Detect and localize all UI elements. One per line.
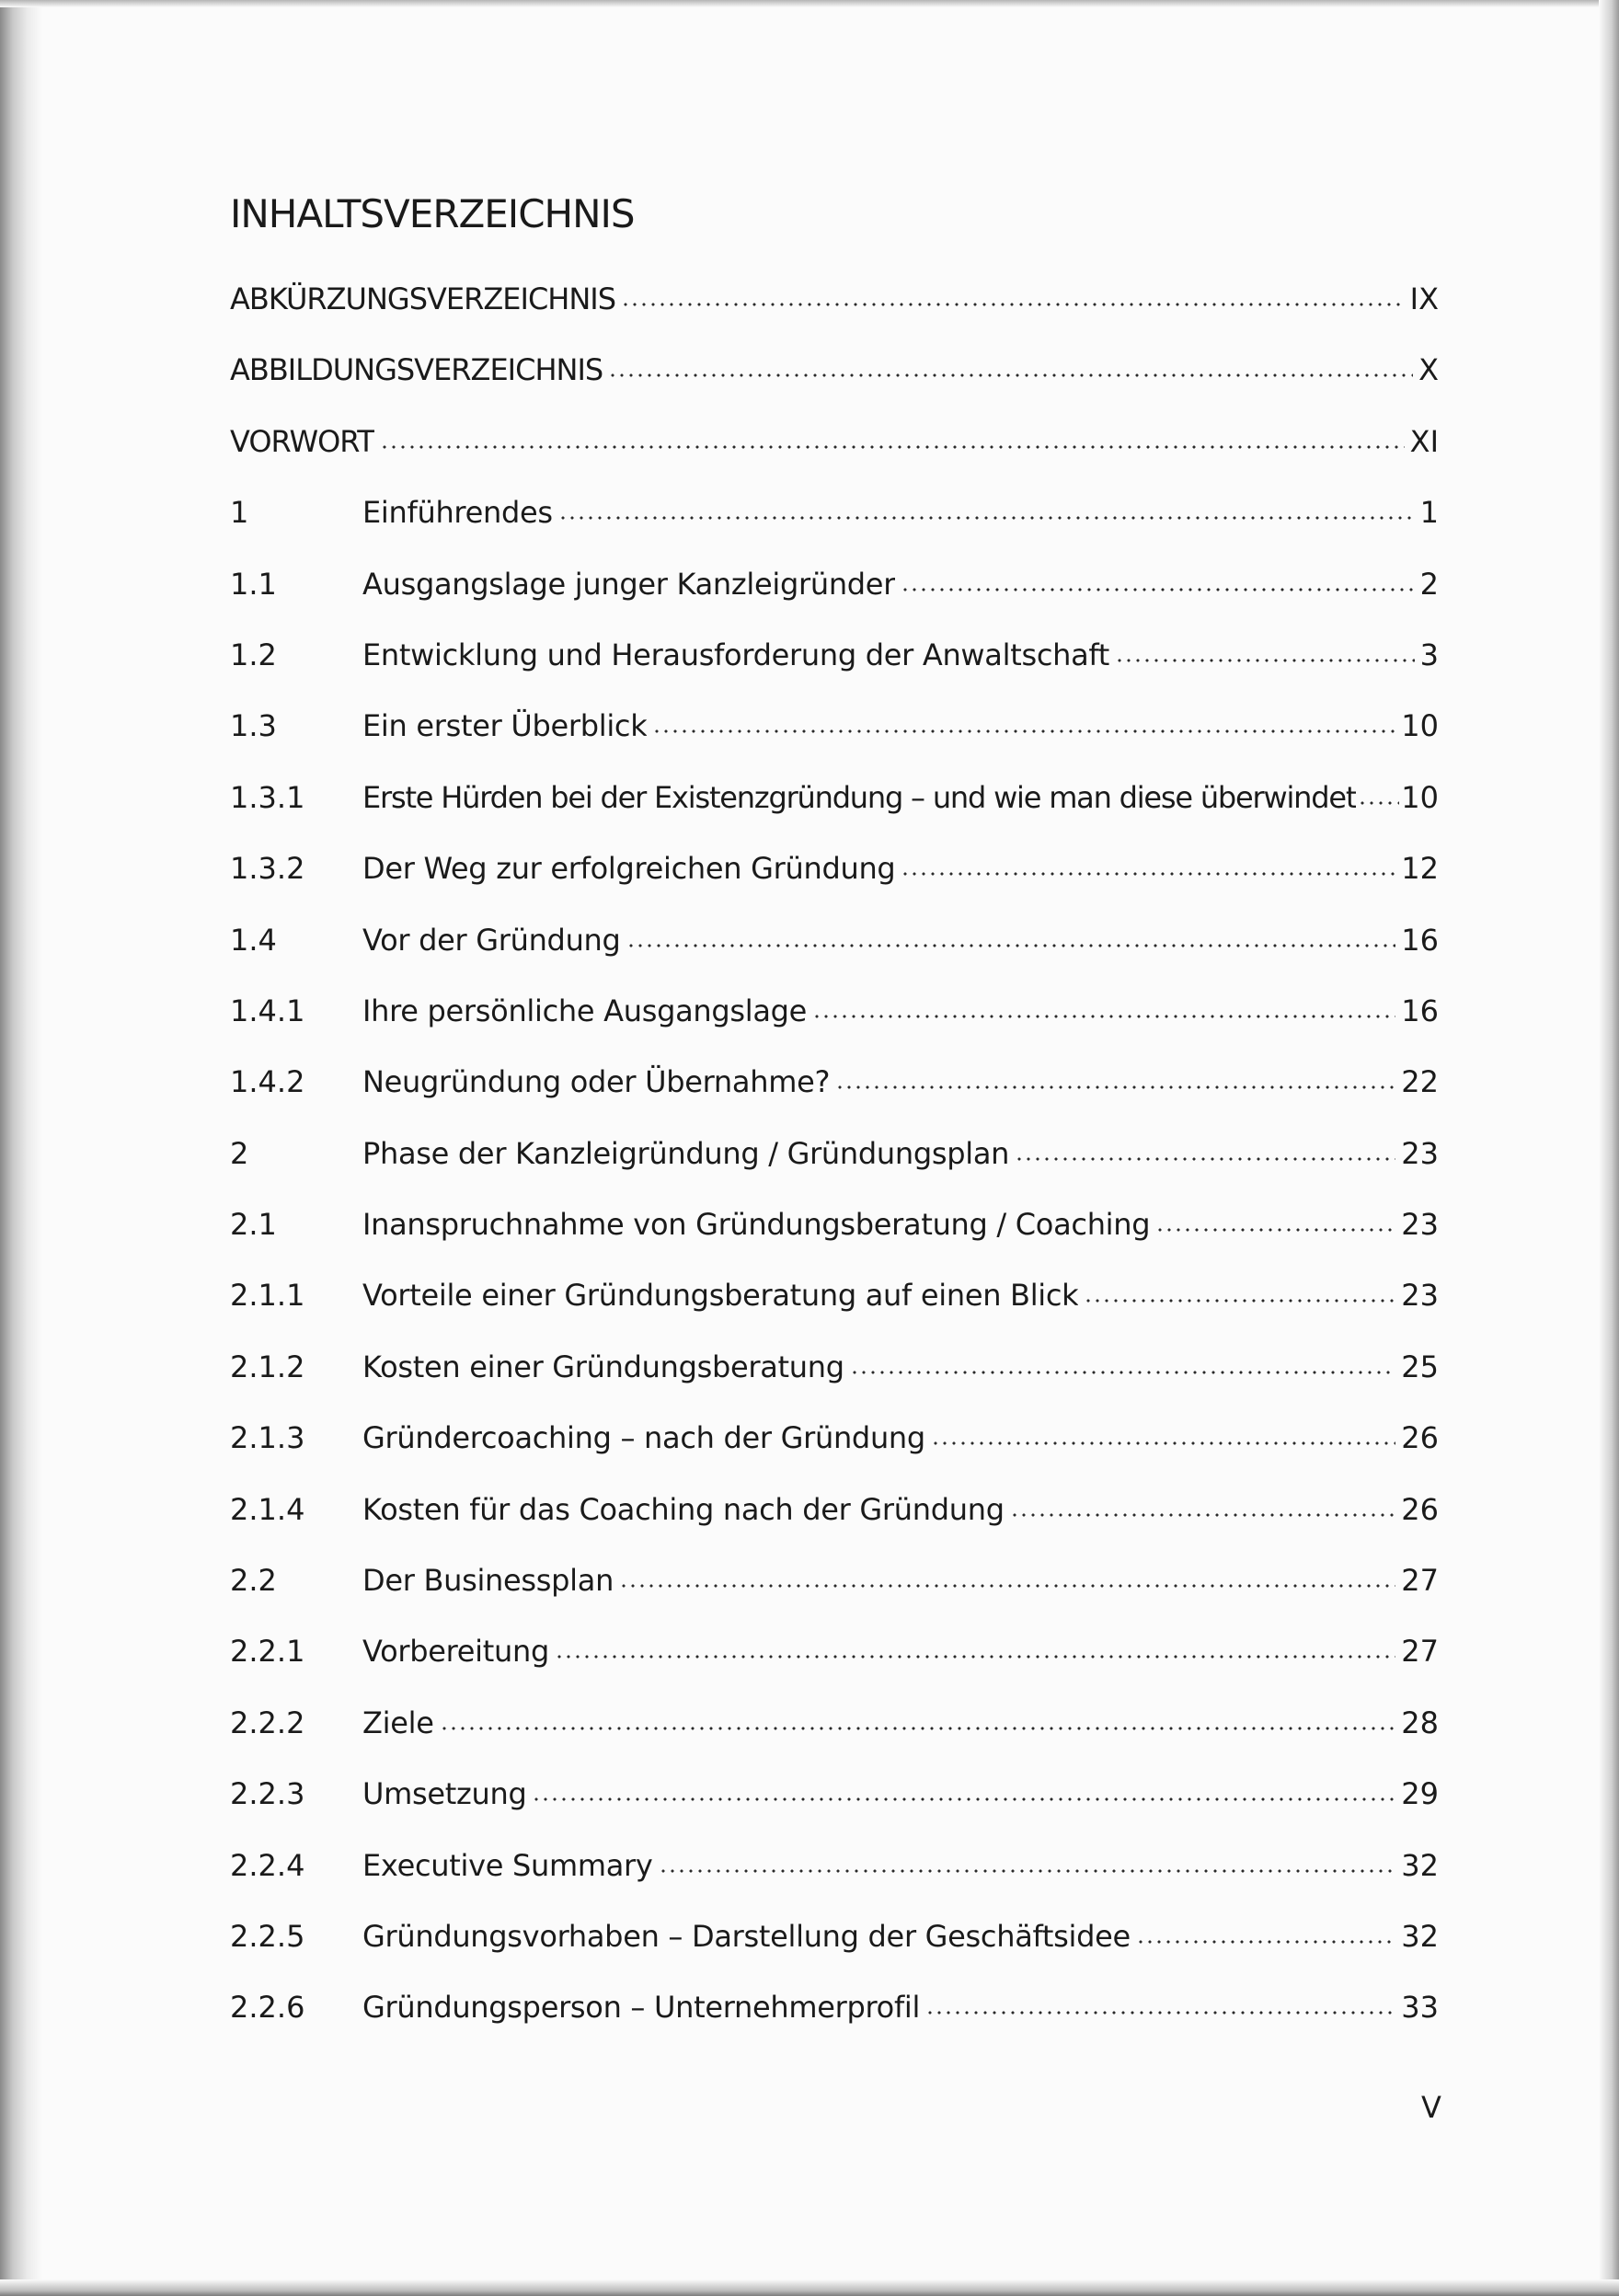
toc-number: 1	[230, 495, 249, 531]
toc-number: 1.3.1	[230, 779, 305, 815]
toc-title: Kosten einer Gründungsberatung	[362, 1349, 844, 1384]
spine-shadow	[0, 0, 42, 2296]
toc-page: 10	[1401, 779, 1439, 815]
toc-page: 29	[1401, 1776, 1439, 1812]
toc-page: 3	[1419, 637, 1439, 672]
toc-leader	[1115, 636, 1415, 665]
toc-leader	[1155, 1205, 1395, 1234]
table-of-contents	[230, 280, 1439, 2060]
toc-leader	[558, 493, 1415, 522]
toc-entry	[230, 1348, 1439, 1418]
page-number: V	[1421, 2090, 1441, 2125]
toc-entry	[230, 1134, 1439, 1205]
toc-page: 23	[1401, 1207, 1439, 1243]
toc-number: 2.1.1	[230, 1278, 305, 1314]
right-edge-shadow	[1599, 0, 1619, 2296]
toc-leader	[812, 992, 1395, 1021]
toc-leader	[835, 1062, 1395, 1092]
toc-leader	[1015, 1134, 1395, 1164]
toc-entry	[230, 1561, 1439, 1632]
toc-title: Der Weg zur erfolgreichen Gründung	[362, 851, 896, 887]
toc-title: VORWORT	[230, 423, 374, 459]
toc-leader	[659, 1846, 1396, 1876]
toc-entry	[230, 921, 1439, 992]
toc-entry	[230, 1205, 1439, 1276]
toc-title: Gründungsvorhaben – Darstellung der Geschäftsidee	[362, 1918, 1131, 1954]
toc-title: Entwicklung und Herausforderung der Anwaltschaft	[362, 637, 1110, 672]
toc-entry	[230, 706, 1439, 777]
toc-entry	[230, 1846, 1439, 1917]
toc-entry	[230, 849, 1439, 920]
toc-leader	[1084, 1276, 1395, 1305]
toc-title: Vorbereitung	[362, 1634, 549, 1670]
toc-title: Erste Hürden bei der Existenzgründung – und wie man diese überwindet	[362, 779, 1357, 815]
toc-title: Vor der Gründung	[362, 922, 621, 958]
toc-page: 16	[1401, 922, 1439, 958]
toc-number: 2.1.2	[230, 1349, 305, 1384]
toc-page: 16	[1401, 993, 1439, 1028]
toc-number: 2.2	[230, 1563, 277, 1599]
toc-page: 23	[1401, 1278, 1439, 1314]
toc-leader	[925, 1988, 1395, 2017]
toc-title: ABKÜRZUNGSVERZEICHNIS	[230, 281, 616, 316]
toc-entry	[230, 422, 1439, 493]
toc-leader	[652, 706, 1395, 736]
toc-number: 2	[230, 1135, 249, 1171]
toc-page: 2	[1419, 566, 1439, 602]
toc-leader	[901, 849, 1395, 878]
toc-leader	[1358, 778, 1399, 808]
toc-entry	[230, 350, 1439, 421]
toc-number: 1.1	[230, 566, 277, 602]
toc-title: Ihre persönliche Ausgangslage	[362, 993, 808, 1028]
toc-leader	[1010, 1490, 1396, 1520]
toc-title: Gründungsperson – Unternehmerprofil	[362, 1990, 921, 2026]
toc-page: 28	[1401, 1705, 1439, 1740]
toc-page: 26	[1401, 1491, 1439, 1527]
top-edge-shadow	[0, 0, 1619, 7]
toc-page: 10	[1401, 708, 1439, 744]
toc-entry	[230, 1704, 1439, 1774]
toc-page: 27	[1401, 1563, 1439, 1599]
toc-entry	[230, 636, 1439, 706]
toc-page: 33	[1401, 1990, 1439, 2026]
toc-number: 1.3	[230, 708, 277, 744]
toc-title: Ziele	[362, 1705, 434, 1740]
toc-number: 2.2.2	[230, 1705, 305, 1740]
toc-title: Inanspruchnahme von Gründungsberatung / Coaching	[362, 1207, 1151, 1243]
toc-number: 1.4.1	[230, 993, 305, 1028]
toc-title: ABBILDUNGSVERZEICHNIS	[230, 352, 603, 388]
toc-page: 22	[1401, 1064, 1439, 1100]
toc-entry	[230, 280, 1439, 350]
toc-title: Vorteile einer Gründungsberatung auf einen Blick	[362, 1278, 1079, 1314]
toc-leader	[850, 1348, 1396, 1377]
toc-entry	[230, 1418, 1439, 1489]
toc-leader	[380, 422, 1405, 452]
toc-title: Ausgangslage junger Kanzleigründer	[362, 566, 896, 602]
toc-page: 12	[1401, 851, 1439, 887]
toc-leader	[608, 350, 1413, 380]
toc-title: Umsetzung	[362, 1776, 527, 1812]
toc-entry	[230, 1774, 1439, 1845]
bottom-edge-shadow	[0, 2279, 1619, 2296]
toc-entry	[230, 1917, 1439, 1988]
toc-number: 2.2.1	[230, 1634, 305, 1670]
toc-page: 26	[1401, 1420, 1439, 1456]
toc-leader	[619, 1561, 1395, 1590]
toc-title: Kosten für das Coaching nach der Gründung	[362, 1491, 1005, 1527]
toc-page: 1	[1419, 495, 1439, 531]
toc-entry	[230, 1988, 1439, 2059]
toc-entry	[230, 1062, 1439, 1133]
toc-number: 1.3.2	[230, 851, 305, 887]
toc-entry	[230, 493, 1439, 564]
toc-leader	[532, 1774, 1395, 1804]
toc-title: Der Businessplan	[362, 1563, 614, 1599]
toc-leader	[931, 1418, 1395, 1448]
toc-number: 2.1	[230, 1207, 277, 1243]
toc-page: 25	[1401, 1349, 1439, 1384]
toc-page: XI	[1409, 423, 1439, 459]
page-title: INHALTSVERZEICHNIS	[230, 191, 635, 236]
toc-leader	[621, 280, 1405, 309]
toc-number: 1.4.2	[230, 1064, 305, 1100]
toc-leader	[440, 1704, 1396, 1733]
toc-leader	[901, 565, 1415, 594]
toc-title: Gründercoaching – nach der Gründung	[362, 1420, 925, 1456]
toc-leader	[555, 1632, 1395, 1661]
toc-title: Einführendes	[362, 495, 553, 531]
toc-title: Executive Summary	[362, 1847, 653, 1883]
toc-entry	[230, 778, 1439, 849]
toc-page: 23	[1401, 1135, 1439, 1171]
toc-entry	[230, 565, 1439, 636]
toc-page: X	[1418, 352, 1439, 388]
toc-title: Ein erster Überblick	[362, 708, 648, 744]
toc-number: 1.2	[230, 637, 277, 672]
toc-page: 27	[1401, 1634, 1439, 1670]
toc-number: 2.1.3	[230, 1420, 305, 1456]
toc-leader	[1136, 1917, 1395, 1946]
toc-entry	[230, 992, 1439, 1062]
toc-title: Phase der Kanzleigründung / Gründungsplan	[362, 1135, 1010, 1171]
toc-number: 1.4	[230, 922, 277, 958]
toc-page: 32	[1401, 1847, 1439, 1883]
toc-entry	[230, 1632, 1439, 1703]
toc-entry	[230, 1276, 1439, 1347]
toc-number: 2.1.4	[230, 1491, 305, 1527]
toc-number: 2.2.6	[230, 1990, 305, 2026]
toc-entry	[230, 1490, 1439, 1561]
toc-number: 2.2.3	[230, 1776, 305, 1812]
toc-leader	[626, 921, 1396, 950]
toc-page: 32	[1401, 1918, 1439, 1954]
toc-number: 2.2.4	[230, 1847, 305, 1883]
toc-number: 2.2.5	[230, 1918, 305, 1954]
toc-title: Neugründung oder Übernahme?	[362, 1064, 831, 1100]
toc-page: IX	[1409, 281, 1439, 316]
